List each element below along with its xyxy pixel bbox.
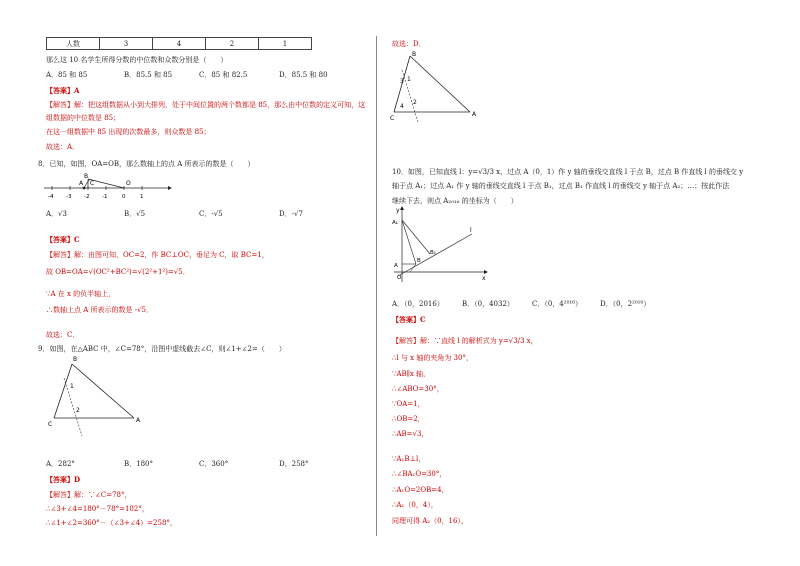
q9-conclusion: 故选：D． xyxy=(392,40,426,48)
vertex-b-label: B xyxy=(412,51,417,58)
q10-analysis-line: ∴AB=√3， xyxy=(392,430,429,438)
y-axis-label: y xyxy=(396,207,400,214)
q7-analysis-2: 组数据的中位数是 85； xyxy=(46,114,121,122)
q10-analysis-line: ∴A₁O=2OB=4， xyxy=(392,486,449,494)
point-a-label: A xyxy=(394,263,398,269)
coordinate-figure xyxy=(390,204,490,284)
angle-1-label: 1 xyxy=(407,76,411,83)
q9-choice-b: B．180° xyxy=(124,460,154,468)
point-o-label: O xyxy=(126,180,131,187)
point-b-label: B xyxy=(417,258,421,264)
triangle-figure-solution xyxy=(390,50,482,122)
q10-analysis-line: ∴OB=2， xyxy=(392,415,425,423)
q8-choice-d: D．-√7 xyxy=(279,210,303,218)
q8-answer: 【答案】C xyxy=(46,235,80,244)
q10-analysis-line: ∴∠ABO=30°， xyxy=(392,385,444,393)
score-table xyxy=(46,37,312,50)
q10-stem-3: 继续下去，则点 A₂₀₁₆ 的坐标为（ ） xyxy=(392,197,518,205)
angle-1-label: 1 xyxy=(70,383,74,390)
q10-analysis-line: ∴∠BA₁O=30°， xyxy=(392,470,447,478)
table-header-cell: 人数 xyxy=(47,38,100,50)
q9-analysis-1: 【解答】解：∵∠C=78°， xyxy=(46,491,132,499)
q9-answer: 【答案】D xyxy=(46,475,81,484)
q9-choice-c: C．360° xyxy=(199,460,229,468)
table-cell: 3 xyxy=(100,38,153,50)
q7-analysis-4: 故选：A． xyxy=(46,143,80,151)
q10-analysis-line: ∵A₁B⊥l， xyxy=(392,455,426,463)
q7-choice-c: C．85 和 82.5 xyxy=(199,71,248,79)
q7-analysis-3: 在这一组数据中 85 出现的次数最多，则众数是 85； xyxy=(46,128,211,136)
number-line-figure xyxy=(42,170,172,206)
tick-label: -1 xyxy=(102,194,108,200)
tick-label: 1 xyxy=(140,194,144,200)
point-a1-label: A₁ xyxy=(392,220,398,226)
angle-4-label: 4 xyxy=(400,103,404,110)
q10-choice-c: C．（0，4²⁰¹⁶） xyxy=(532,300,582,308)
point-a-label: A xyxy=(79,180,84,187)
q9-analysis-2: ∴∠3+∠4=180°－78°=102°， xyxy=(46,505,149,513)
q8-choice-b: B．√5 xyxy=(124,210,146,218)
q10-choice-d: D．（0，2²⁰¹⁶） xyxy=(600,300,651,308)
origin-label: O xyxy=(397,275,402,281)
table-cell: 4 xyxy=(153,38,206,50)
q8-analysis-4: ∴数轴上点 A 所表示的数是 -√5． xyxy=(46,306,154,314)
x-axis-label: x xyxy=(482,275,486,282)
q10-stem-1: 10．如图，已知直线 l：y=√3/3 x，过点 A（0，1）作 y 轴的垂线交直线 l 于点 B，过点 B 作直线 l 的垂线交 y xyxy=(392,168,744,176)
q10-analysis-line: ∵OA=1， xyxy=(392,400,425,408)
q8-analysis-3: ∵A 在 x 的负半轴上， xyxy=(46,290,116,298)
point-b-label: B xyxy=(84,173,89,180)
q8-choice-c: C．-√5 xyxy=(199,210,223,218)
line-l-label: l xyxy=(470,227,472,234)
tick-label: -2 xyxy=(84,194,90,200)
vertex-b-label: B xyxy=(73,356,78,363)
tick-label: -4 xyxy=(48,194,54,200)
q7-stem: 那么这 10 名学生所得分数的中位数和众数分别是（ ） xyxy=(46,56,228,64)
vertex-c-label: C xyxy=(48,421,53,428)
q7-choice-b: B．85.5 和 85 xyxy=(124,71,173,79)
table-cell: 2 xyxy=(206,38,259,50)
tick-label: -3 xyxy=(66,194,72,200)
q10-analysis-line: ∴A₁（0，4）， xyxy=(392,501,438,509)
q7-choice-d: D．85.5 和 80 xyxy=(279,71,328,79)
q7-answer: 【答案】A xyxy=(46,86,80,95)
q10-stem-2: 轴于点 A₁；过点 A₁ 作 y 轴的垂线交直线 l 于点 B₁，过点 B₁ 作直线 l 的垂线交 y 轴于点 A₂；…；按此作法 xyxy=(392,182,730,190)
q10-analysis-line: 同理可得 A₂（0，16）， xyxy=(392,517,468,525)
q8-choice-a: A．√3 xyxy=(46,210,67,218)
triangle-figure xyxy=(46,356,156,436)
q8-stem: 8．已知，如图，OA=OB，那么数轴上的点 A 所表示的数是（ ） xyxy=(38,160,255,168)
q9-choice-d: D．258° xyxy=(279,460,309,468)
q10-analysis-line: ∴l 与 x 轴的夹角为 30°， xyxy=(392,354,473,362)
point-c-label: C xyxy=(90,180,95,187)
q8-analysis-2: 故 OB=OA=√(OC²+BC²)=√(2²+1²)=√5． xyxy=(46,268,190,276)
q7-choice-a: A．85 和 85 xyxy=(46,71,88,79)
column-divider xyxy=(376,36,377,536)
vertex-a-label: A xyxy=(136,417,141,424)
q9-stem: 9．如图，在△ABC 中，∠C=78°，沿图中虚线截去∠C，则∠1+∠2=（ ） xyxy=(38,345,286,353)
q8-analysis-5: 故选：C． xyxy=(46,331,80,339)
q10-choice-a: A．（0，2016） xyxy=(392,300,444,308)
q8-analysis-1: 【解答】解：由图可知，OC=2，作 BC⊥OC，垂足为 C，取 BC=1， xyxy=(46,251,269,259)
point-b1-label: B₁ xyxy=(430,250,436,256)
vertex-c-label: C xyxy=(390,115,395,122)
q10-answer: 【答案】C xyxy=(392,315,426,324)
angle-2-label: 2 xyxy=(76,407,80,414)
angle-2-label: 2 xyxy=(413,99,417,106)
table-cell: 1 xyxy=(259,38,312,50)
q9-analysis-3: ∴∠1+∠2=360°－（∠3+∠4）=258°， xyxy=(46,519,177,527)
q7-analysis-1: 【解答】解：把这组数据从小到大排列，处于中间位置的两个数都是 85，那么由中位数的定义可知，这 xyxy=(46,101,366,109)
vertex-a-label: A xyxy=(472,111,477,118)
q9-choice-a: A．282° xyxy=(46,460,75,468)
q10-choice-b: B．（0，4032） xyxy=(462,300,514,308)
angle-3-label: 3 xyxy=(400,78,404,85)
q10-analysis-line: 【解答】解：∵直线 l 的解析式为 y=√3/3 x， xyxy=(392,337,538,345)
table-row xyxy=(47,38,312,50)
tick-label: 0 xyxy=(122,194,126,200)
q10-analysis-line: ∵AB∥x 轴， xyxy=(392,370,431,378)
